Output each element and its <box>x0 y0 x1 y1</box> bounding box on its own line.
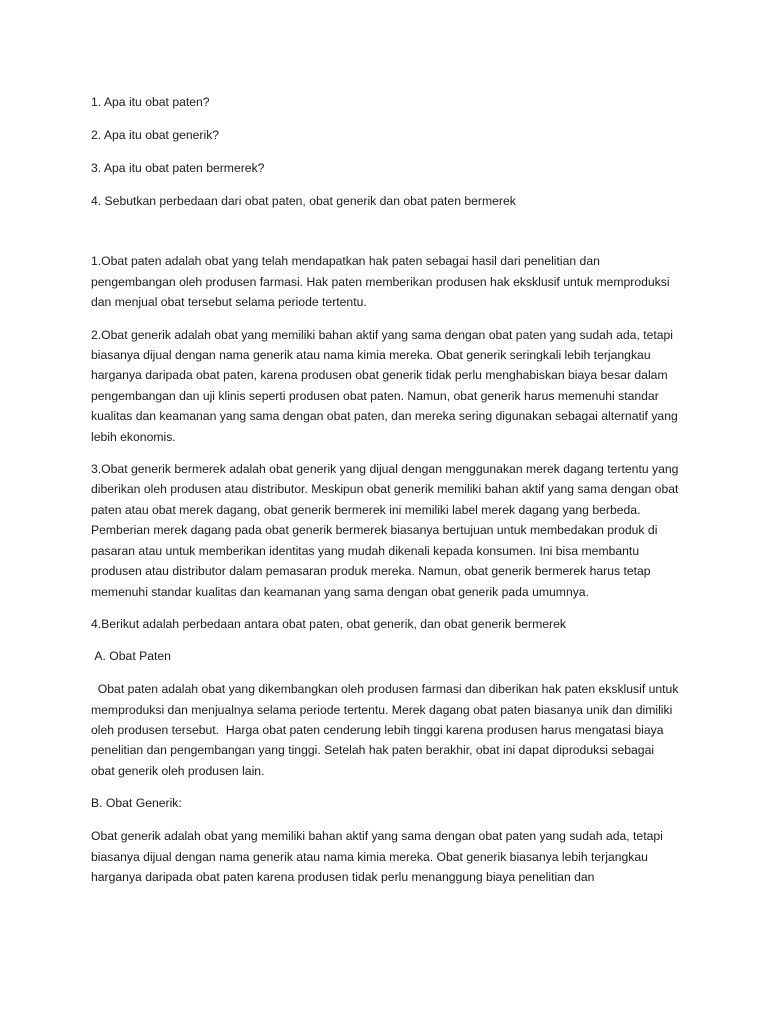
question-1: 1. Apa itu obat paten? <box>91 95 210 109</box>
document-body <box>91 92 681 899</box>
section-a-heading: A. Obat Paten <box>91 649 171 664</box>
question-2: 2. Apa itu obat generik? <box>91 128 220 142</box>
section-b-body: Obat generik adalah obat yang memiliki bahan aktif yang sama dengan obat paten yang sudah ada, tetapi biasanya dijual dengan nama generik atau nama kimia mereka. Obat generik biasanya lebih terjangkau harganya daripada obat paten karena produsen tidak perlu menanggung biaya penelitian dan <box>91 829 667 884</box>
question-3: 3. Apa itu obat paten bermerek? <box>91 161 265 175</box>
answer-4-intro: 4.Berikut adalah perbedaan antara obat paten, obat generik, dan obat generik bermerek <box>91 616 566 631</box>
section-a-body: Obat paten adalah obat yang dikembangkan oleh produsen farmasi dan diberikan hak paten eksklusif untuk memproduksi dan menjualnya selama periode tertentu. Merek dagang obat paten biasanya unik dan dimiliki oleh produsen tersebut. Harga obat paten cenderung lebih tinggi karena produsen harus mengatasi biaya penelitian dan pengembangan yang tinggi. Setelah hak paten berakhir, obat ini dapat diproduksi sebagai obat generik oleh produsen lain. <box>91 682 682 778</box>
section-b-heading: B. Obat Generik: <box>91 796 182 811</box>
question-4: 4. Sebutkan perbedaan dari obat paten, obat generik dan obat paten bermerek <box>91 194 516 208</box>
answer-1: 1.Obat paten adalah obat yang telah mendapatkan hak paten sebagai hasil dari penelitian dan pengembangan oleh produsen farmasi. Hak paten memberikan produsen hak eksklusif untuk memproduksi dan menjual obat tersebut selama periode tertentu. <box>91 254 673 310</box>
answer-3: 3.Obat generik bermerek adalah obat generik yang dijual dengan menggunakan merek dagang tertentu yang diberikan oleh produsen atau distributor. Meskipun obat generik memiliki bahan aktif yang sama dengan obat paten atau obat merek dagang, obat generik bermerek ini memiliki label merek dagang yang berbeda. Pemberian merek dagang pada obat generik bermerek biasanya bertujuan untuk membedakan produk di pasaran atau untuk memberikan identitas yang mudah dikenali kepada konsumen. Ini bisa membantu produsen atau distributor dalam pemasaran produk mereka. Namun, obat generik bermerek harus tetap memenuhi standar kualitas dan keamanan yang sama dengan obat generik pada umumnya. <box>91 462 682 599</box>
answer-2: 2.Obat generik adalah obat yang memiliki bahan aktif yang sama dengan obat paten yang sudah ada, tetapi biasanya dijual dengan nama generik atau nama kimia mereka. Obat generik seringkali lebih terjangkau harganya daripada obat paten, karena produsen obat generik tidak perlu menghabiskan biaya besar dalam pengembangan dan uji klinis seperti produsen obat paten. Namun, obat generik harus memenuhi standar kualitas dan keamanan yang sama dengan obat paten, dan mereka sering digunakan sebagai alternatif yang lebih ekonomis. <box>91 327 682 444</box>
